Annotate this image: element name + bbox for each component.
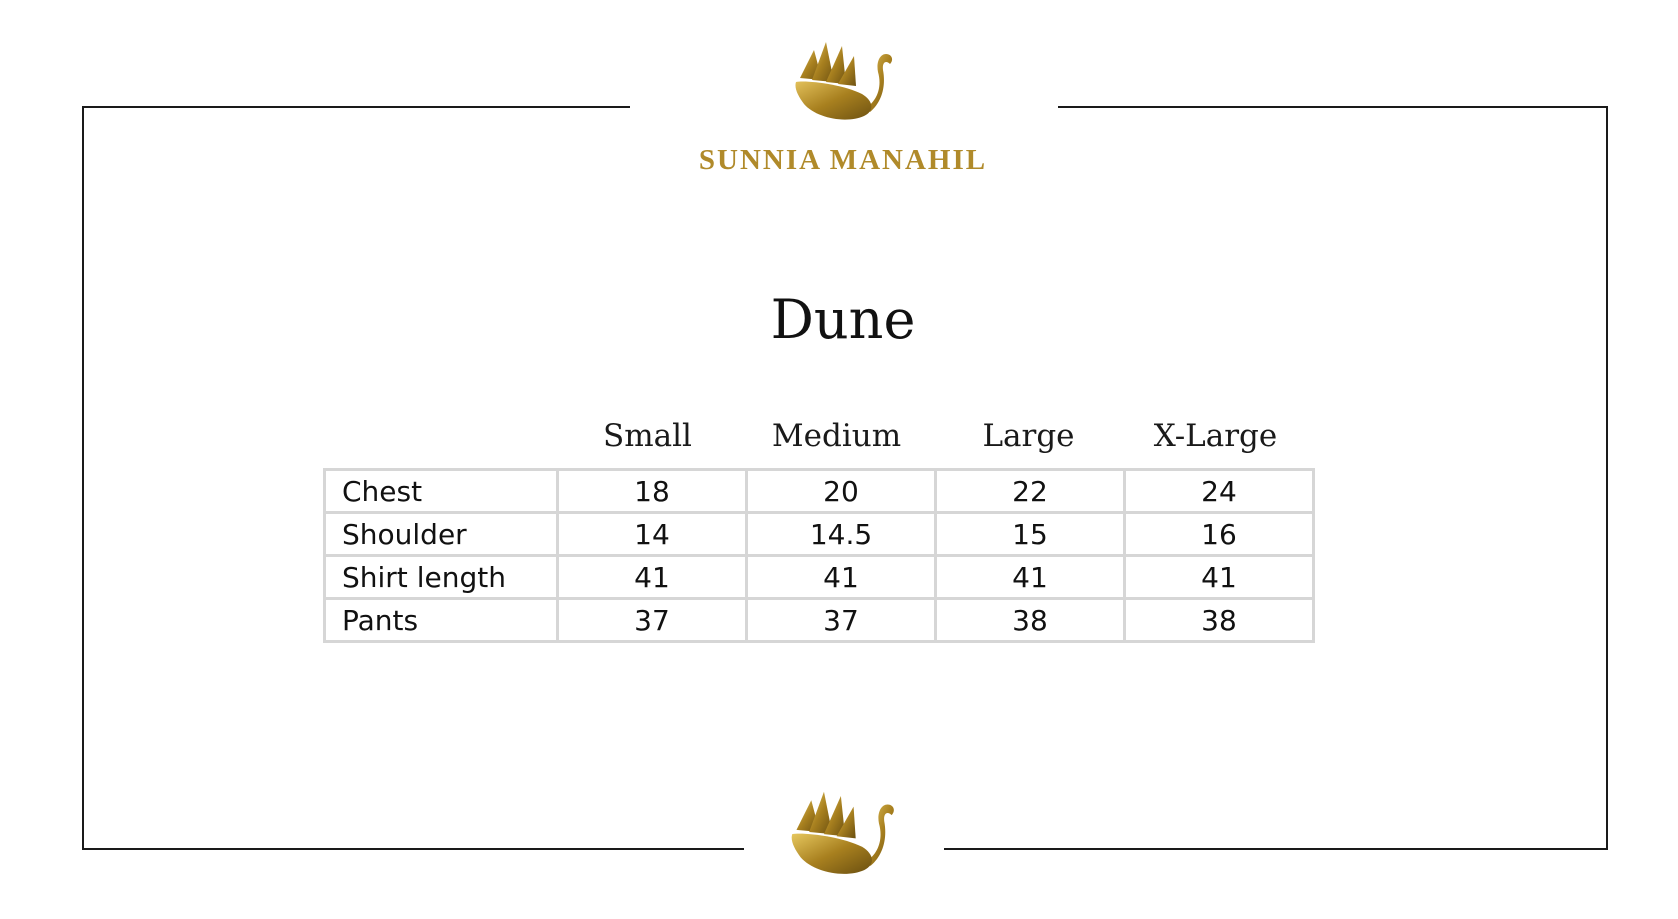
size-header-x-large: X-Large [1153, 418, 1278, 454]
table-cell: 37 [558, 599, 747, 642]
table-cell: 24 [1125, 470, 1314, 513]
frame-top-left-line [82, 106, 630, 108]
table-cell: 22 [936, 470, 1125, 513]
row-label: Shirt length [325, 556, 558, 599]
table-cell: 41 [1125, 556, 1314, 599]
frame-bottom-left-line [82, 848, 744, 850]
table-row [325, 599, 1314, 642]
frame-right-line [1606, 106, 1608, 850]
product-title: Dune [770, 288, 916, 351]
table-cell: 41 [558, 556, 747, 599]
brand-name: SUNNIA MANAHIL [698, 144, 988, 176]
table-cell: 38 [1125, 599, 1314, 642]
table-cell: 20 [747, 470, 936, 513]
table-cell: 16 [1125, 513, 1314, 556]
table-cell: 38 [936, 599, 1125, 642]
table-cell: 14.5 [747, 513, 936, 556]
table-row [325, 470, 1314, 513]
table-cell: 41 [936, 556, 1125, 599]
swan-logo-icon [792, 38, 896, 122]
table-row [325, 513, 1314, 556]
frame-bottom-right-line [944, 848, 1608, 850]
row-label: Chest [325, 470, 558, 513]
swan-logo-icon [788, 786, 898, 878]
row-label: Shoulder [325, 513, 558, 556]
frame-top-right-line [1058, 106, 1608, 108]
size-header-large: Large [982, 418, 1075, 454]
size-column-headers [0, 418, 1678, 458]
table-cell: 37 [747, 599, 936, 642]
table-cell: 15 [936, 513, 1125, 556]
size-header-medium: Medium [771, 418, 902, 454]
table-cell: 18 [558, 470, 747, 513]
table-row [325, 556, 1314, 599]
size-header-small: Small [603, 418, 692, 454]
table-cell: 41 [747, 556, 936, 599]
frame-left-line [82, 106, 84, 850]
size-chart-table [323, 468, 1315, 643]
row-label: Pants [325, 599, 558, 642]
table-cell: 14 [558, 513, 747, 556]
